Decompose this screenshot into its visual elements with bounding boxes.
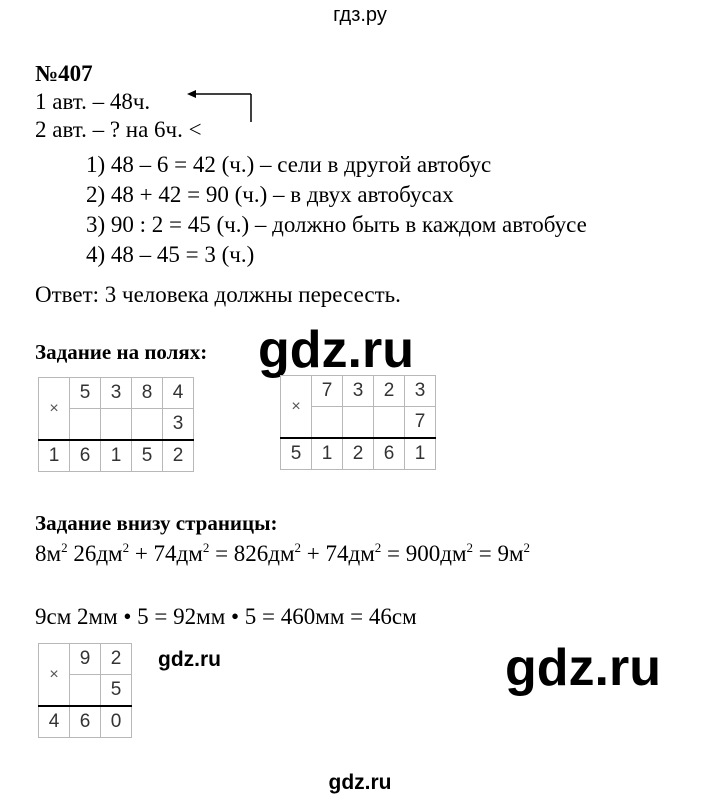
digit: 9 bbox=[70, 644, 101, 675]
answer-line: Ответ: 3 человека должны пересесть. bbox=[35, 282, 401, 307]
solution-step-4: 4) 48 – 45 = 3 (ч.) bbox=[86, 242, 255, 267]
watermark-footer: gdz.ru bbox=[328, 771, 392, 794]
result-digit: 1 bbox=[101, 440, 132, 472]
multiply-sign: × bbox=[39, 378, 70, 441]
column-multiplication-1 bbox=[38, 377, 194, 472]
result-digit: 6 bbox=[70, 706, 101, 738]
bracket-arrow-icon bbox=[185, 86, 265, 126]
digit: 3 bbox=[101, 378, 132, 409]
result-digit: 1 bbox=[405, 438, 436, 470]
digit: 3 bbox=[405, 376, 436, 407]
multiplier-digit: 7 bbox=[405, 407, 436, 439]
digit: 8 bbox=[132, 378, 163, 409]
result-digit: 2 bbox=[343, 438, 374, 470]
solution-step-2: 2) 48 + 42 = 90 (ч.) – в двух автобусах bbox=[86, 182, 454, 207]
result-digit: 1 bbox=[312, 438, 343, 470]
digit: 3 bbox=[343, 376, 374, 407]
bottom-task-heading: Задание внизу страницы: bbox=[35, 511, 278, 535]
length-equation: 9см 2мм • 5 = 92мм • 5 = 460мм = 46см bbox=[35, 604, 417, 629]
problem-number: №407 bbox=[35, 61, 93, 86]
area-equation: $8м^2$ $26дм^2 + 74дм^2 = 826дм^2 + 74дм^2 = 900дм^2 = 9м^2$ bbox=[35, 540, 531, 566]
result-digit: 4 bbox=[39, 706, 70, 738]
site-header: гдз.ру bbox=[333, 4, 387, 26]
digit: 7 bbox=[312, 376, 343, 407]
multiply-sign: × bbox=[39, 644, 70, 707]
digit: 4 bbox=[163, 378, 194, 409]
column-multiplication-2 bbox=[280, 375, 436, 470]
condition-line-2: 2 авт. – ? на 6ч. < bbox=[35, 117, 202, 142]
result-digit: 5 bbox=[132, 440, 163, 472]
watermark-large: gdz.ru bbox=[258, 321, 414, 379]
multiplier-digit: 3 bbox=[163, 409, 194, 441]
solution-step-1: 1) 48 – 6 = 42 (ч.) – сели в другой автобус bbox=[86, 152, 492, 177]
multiply-sign: × bbox=[281, 376, 312, 439]
solution-step-3: 3) 90 : 2 = 45 (ч.) – должно быть в каждом автобусе bbox=[86, 212, 587, 237]
column-multiplication-3 bbox=[38, 643, 132, 738]
margin-task-heading: Задание на полях: bbox=[35, 340, 208, 364]
result-digit: 6 bbox=[70, 440, 101, 472]
digit: 2 bbox=[101, 644, 132, 675]
result-digit: 5 bbox=[281, 438, 312, 470]
result-digit: 1 bbox=[39, 440, 70, 472]
result-digit: 6 bbox=[374, 438, 405, 470]
digit: 2 bbox=[374, 376, 405, 407]
result-digit: 0 bbox=[101, 706, 132, 738]
watermark-small: gdz.ru bbox=[158, 648, 221, 671]
result-digit: 2 bbox=[163, 440, 194, 472]
multiplier-digit: 5 bbox=[101, 675, 132, 707]
digit: 5 bbox=[70, 378, 101, 409]
condition-line-1: 1 авт. – 48ч. bbox=[35, 89, 151, 114]
watermark-large: gdz.ru bbox=[505, 639, 661, 697]
